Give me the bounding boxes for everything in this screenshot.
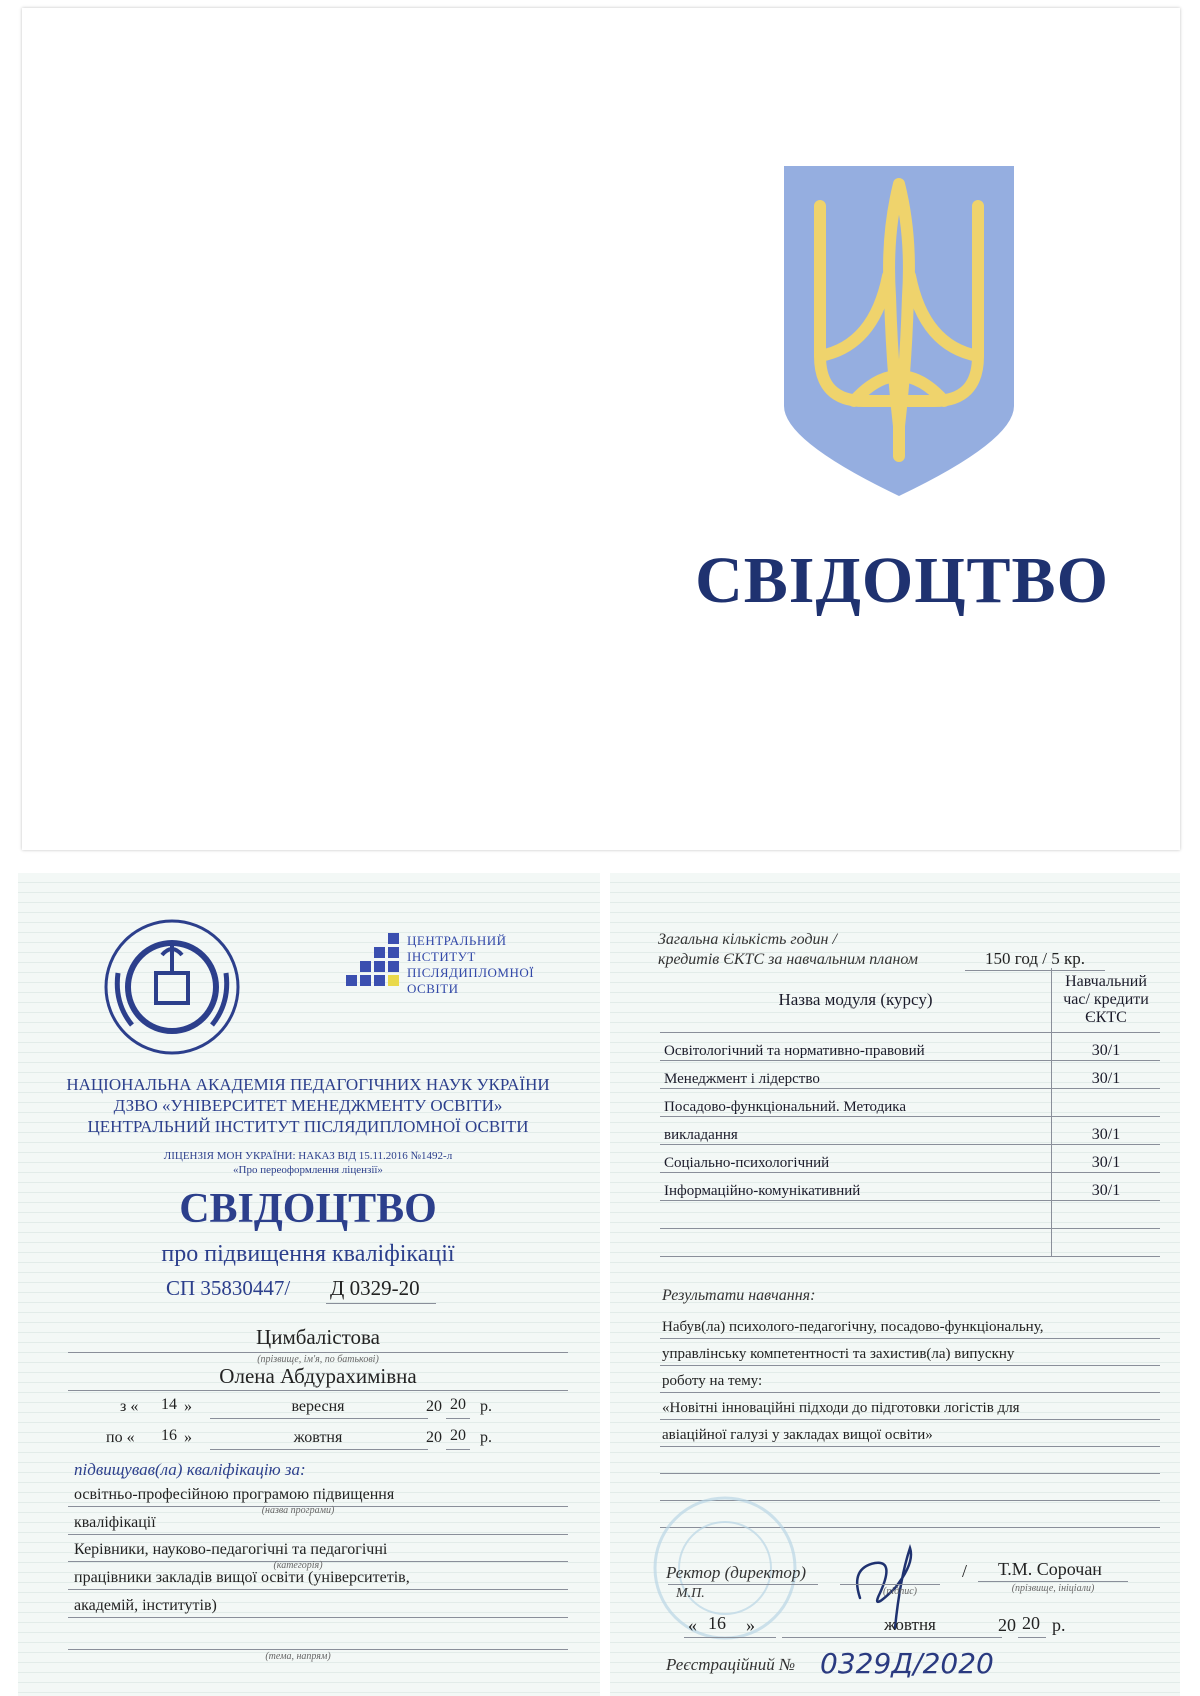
certificate-title: СВІДОЦТВО [179,1186,437,1232]
to-year: 20 [450,1427,466,1444]
from-year-prefix: 20 [426,1398,442,1415]
hours-label-2: кредитів ЄКТС за навчальним планом [658,951,918,968]
to-month: жовтня [293,1429,343,1446]
results-label: Результати навчання: [662,1287,816,1304]
date-day: 16 [708,1613,726,1633]
category-line-1: Керівники, науково-педагогічні та педагогічні [74,1541,388,1558]
table-row: Соціально-психологічний 30/1 [660,1144,1160,1172]
header-line-3: ЦЕНТРАЛЬНИЙ ІНСТИТУТ ПІСЛЯДИПЛОМНОЇ ОСВІТИ [87,1117,529,1136]
national-academy-seal-icon [98,913,246,1061]
certificate-cover [22,8,1180,850]
table-row [660,1228,1160,1256]
to-year-prefix: 20 [426,1429,442,1446]
results-line-4: «Новітні інноваційні підходи до підготовки логістів для [662,1400,1020,1416]
to-day: 16 [161,1427,177,1444]
program-caption: (назва програми) [261,1505,335,1516]
to-close-quote: » [184,1429,192,1446]
category-caption: (категорія) [273,1560,323,1571]
license-line-2: «Про переоформлення ліцензії» [233,1164,383,1176]
mp-label: М.П. [676,1586,705,1601]
from-close-quote: » [184,1398,192,1415]
from-month: вересня [291,1398,345,1415]
results-line-1: Набув(ла) психолого-педагогічну, посадово-функціональну, [662,1319,1044,1335]
from-year-suffix: р. [480,1398,492,1415]
serial-prefix: СП 35830447/ [166,1276,291,1300]
to-prefix: по « [106,1429,135,1446]
tryzub-coat-of-arms-icon [784,166,1014,496]
modules-table [660,968,1160,1257]
date-year-suffix: р. [1052,1615,1066,1635]
raised-qualification-label: підвищував(ла) кваліфікацію за: [74,1460,306,1479]
column-module-header: Назва модуля (курсу) [660,968,1052,1032]
institute-logo-squares-icon [340,931,404,995]
name-caption: (прізвище, ім'я, по батькові) [257,1354,379,1365]
certificate-right-page [610,873,1180,1696]
certificate-subtitle: про підвищення кваліфікації [161,1241,455,1267]
program-line-2: кваліфікації [74,1514,156,1531]
date-year: 20 [1022,1613,1040,1633]
from-day: 14 [161,1396,177,1413]
table-row: Інформаційно-комунікативний 30/1 [660,1172,1160,1200]
rector-name: Т.М. Сорочан [998,1559,1102,1579]
from-year: 20 [450,1396,466,1413]
from-prefix: з « [120,1398,139,1415]
column-hours-header: Навчальний час/ кредити ЄКТС [1052,968,1161,1032]
hours-value: 150 год / 5 кр. [985,949,1085,968]
header-line-1: НАЦІОНАЛЬНА АКАДЕМІЯ ПЕДАГОГІЧНИХ НАУК УКРАЇНИ [66,1075,550,1094]
registration-number: 0329Д/2020 [820,1647,994,1680]
date-open-quote: « [688,1615,697,1635]
institute-logo-text: ЦЕНТРАЛЬНИЙ ІНСТИТУТ ПІСЛЯДИПЛОМНОЇ ОСВІТИ [407,933,535,996]
cover-title: СВІДОЦТВО [695,544,1109,617]
table-row: Освітологічний та нормативно-правовий 30/1 [660,1032,1160,1060]
category-line-2: працівники закладів вищої освіти (університетів, [74,1569,410,1586]
table-row: викладання 30/1 [660,1116,1160,1144]
license-line-1: ЛІЦЕНЗІЯ МОН УКРАЇНИ: НАКАЗ ВІД 15.11.2016 №1492-л [163,1150,453,1162]
table-row [660,1200,1160,1228]
results-line-5: авіаційної галузі у закладах вищої освіти» [662,1427,933,1443]
hours-label-1: Загальна кількість годин / [658,931,837,948]
topic-caption: (тема, напрям) [265,1651,331,1662]
signature-caption: (підпис) [883,1586,917,1597]
header-line-2: ДЗВО «УНІВЕРСИТЕТ МЕНЕДЖМЕНТУ ОСВІТИ» [113,1096,503,1115]
category-line-3: академій, інститутів) [74,1597,217,1614]
date-month: жовтня [884,1615,936,1634]
table-row: Посадово-функціональний. Методика [660,1088,1160,1116]
program-line-1: освітньо-професійною програмою підвищення [74,1486,395,1503]
rector-name-caption: (прізвище, ініціали) [1011,1583,1095,1594]
date-year-prefix: 20 [998,1615,1016,1635]
registration-label: Реєстраційний № [666,1655,795,1674]
date-close-quote: » [746,1615,755,1635]
results-line-3: роботу на тему: [662,1373,763,1389]
table-row: Менеджмент і лідерство 30/1 [660,1060,1160,1088]
serial-number: Д 0329-20 [330,1276,420,1300]
certificate-left-page [18,873,600,1696]
slash: / [962,1561,968,1581]
surname: Цимбалістова [256,1325,380,1349]
given-names: Олена Абдурахимівна [219,1364,417,1388]
rector-label: Ректор (директор) [666,1563,807,1582]
results-line-2: управлінську компетентності та захистив(ла) випускну [662,1346,1015,1362]
to-year-suffix: р. [480,1429,492,1446]
